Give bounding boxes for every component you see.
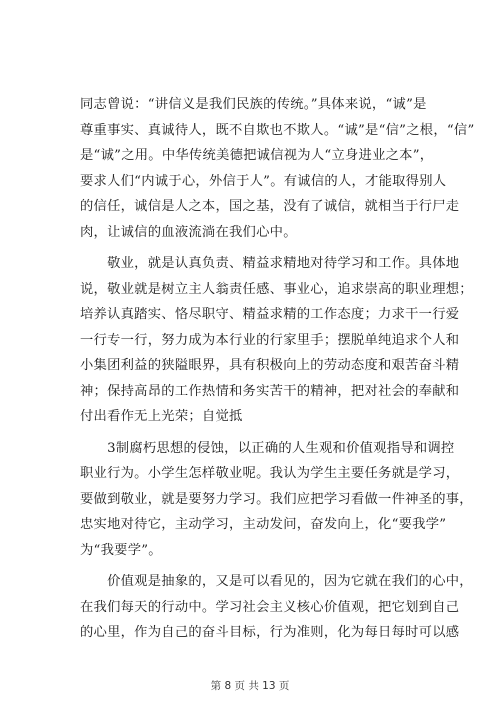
text-line: 在我们每天的行动中。学习社会主义核心价值观，把它划到自己 (80, 599, 460, 615)
text-line: 神；保持高昂的工作热情和务实苦干的精神，把对社会的奉献和 (80, 383, 460, 399)
text-line: 为“我要学”。 (80, 542, 162, 558)
text-line: 3制腐朽思想的侵蚀，以正确的人生观和价值观指导和调控 (80, 440, 455, 456)
document-body (80, 92, 475, 646)
paragraph-study (80, 436, 473, 564)
text-line: 要做到敬业，就是要努力学习。我们应把学习看做一件神圣的事， (80, 491, 473, 507)
text-line: 同志曾说：“讲信义是我们民族的传统。”具体来说，“诚”是 (80, 97, 427, 112)
text-line: 的信任，诚信是人之本，国之基，没有了诚信，就相当于行尸走 (80, 199, 460, 214)
text-line: 价值观是抽象的，又是可以看见的，因为它就在我们的心中， (80, 574, 473, 589)
paragraph-dedication (80, 251, 473, 430)
text-line: 说，敬业就是树立主人翁责任感、事业心，追求崇高的职业理想； (80, 281, 473, 297)
text-line: 的心里，作为自己的奋斗目标，行为准则，化为每日每时可以感 (80, 625, 460, 640)
text-line: 培养认真踏实、恪尽职守、精益求精的工作态度；力求干一行爱 (80, 307, 460, 322)
text-line: 敬业，就是认真负责、精益求精地对待学习和工作。具体地 (80, 256, 460, 271)
text-line: 职业行为。小学生怎样敬业呢。我认为学生主要任务就是学习， (80, 466, 460, 481)
paragraph-values (80, 569, 473, 646)
text-line: 尊重事实、真诚待人，既不自欺也不欺人。“诚”是“信”之根，“信” (80, 122, 475, 138)
text-line: 肉，让诚信的血液流淌在我们心中。 (80, 224, 297, 240)
paragraph-integrity (80, 92, 475, 245)
text-line: 是“诚”之用。中华传统美德把诚信视为人“立身进业之本”， (80, 148, 434, 163)
text-line: 一行专一行，努力成为本行业的行家里手；摆脱单纯追求个人和 (80, 332, 460, 348)
text-line: 要求人们“内诚于心，外信于人”。有诚信的人，才能取得别人 (80, 173, 447, 189)
text-line: 付出看作无上光荣；自觉抵 (80, 409, 243, 424)
page-number-footer: 第 8 页 共 13 页 (210, 680, 290, 692)
text-line: 小集团利益的狭隘眼界，具有积极向上的劳动态度和艰苦奋斗精 (80, 358, 460, 373)
text-line: 忠实地对待它，主动学习，主动发问，奋发向上，化“要我学” (80, 517, 447, 532)
